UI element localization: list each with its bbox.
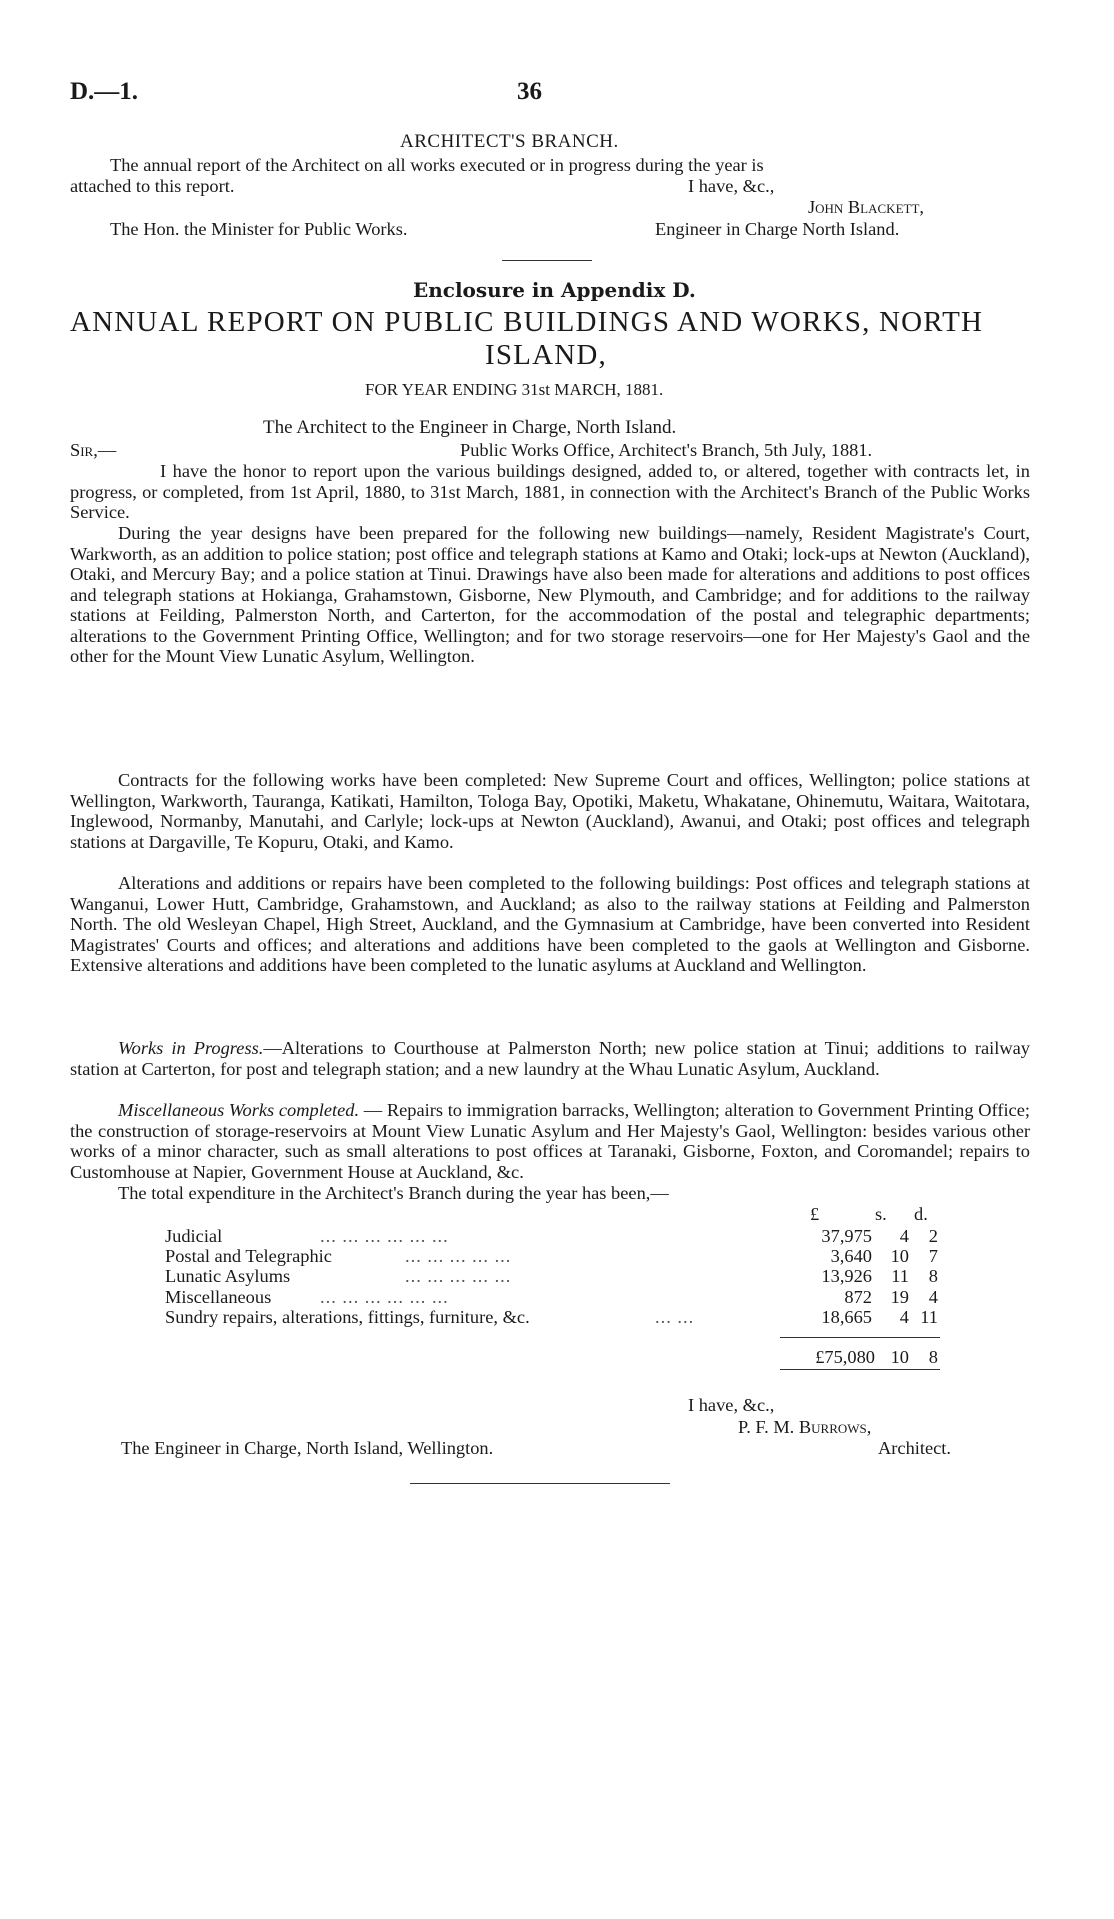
row-label: Postal and Telegraphic [165, 1246, 332, 1267]
row-shillings: 10 [890, 1246, 909, 1267]
miscellaneous-works-paragraph [70, 1100, 1030, 1182]
row-shillings: 11 [891, 1266, 909, 1287]
row-pounds: 18,665 [821, 1306, 872, 1327]
closing-signature-title: Architect. [878, 1438, 952, 1458]
letter-paragraph-2: During the year designs have been prepared for the following new buildings—namely, Resident Magistrate's Court, Warkworth, as an addition to police station; post office and telegraph stations at Kamo and Otaki; lock-ups at Newton (Auckland), Otaki, and Mercury Bay; and a police station at Tinui. Drawings have also been made for alterations and additions to post offices and telegraph stations at Hokianga, Grahamstown, Gisborne, New Plymouth, and Cambridge; and for additions to the railway stations at Feilding, Palmerston North, and Carterton, for the accommodation of the postal and telegraphic departments; alterations to the Government Printing Office, Wellington; and for two storage reservoirs—one for Her Majesty's Gaol and the other for the Mount View Lunatic Asylum, Wellington. [70, 523, 1030, 666]
total-rule [780, 1337, 940, 1338]
row-pence: 11 [920, 1306, 938, 1327]
row-pence: 7 [928, 1246, 938, 1267]
row-label: Judicial [165, 1226, 223, 1246]
row-leader-dots: ... ... ... ... ... [405, 1246, 512, 1267]
shillings-header: s. [875, 1204, 887, 1224]
architect-branch-line2-right: I have, &c., [688, 176, 775, 196]
enclosure-label: Enclosure in Appendix D. [413, 278, 696, 302]
row-pounds: 13,926 [821, 1266, 872, 1287]
total-underline [780, 1369, 940, 1370]
section-divider [502, 260, 592, 261]
report-title-line2: ISLAND, [485, 339, 607, 371]
closing-addressee: The Engineer in Charge, North Island, Wellington. [121, 1438, 494, 1458]
pence-header: d. [914, 1204, 928, 1224]
miscellaneous-works-text: — Repairs to immigration barracks, Wellington; alteration to Government Printing Office; the construction of storage-reservoirs at Mount View Lunatic Asylum and Her Majesty's Gaol, Wellington: besides various other works of a minor character, such as small alterations to post offices at Taranaki, Gisborne, Foxton, and Coromandel; repairs to Customhouse at Napier, Government House at Auckland, &c. [70, 1100, 1030, 1182]
total-expenditure-intro: The total expenditure in the Architect's Branch during the year has been,— [118, 1183, 669, 1203]
row-pounds: 872 [844, 1286, 872, 1307]
works-in-progress-paragraph [70, 1038, 1030, 1079]
row-label: Lunatic Asylums [165, 1266, 291, 1287]
letter-to-line: The Architect to the Engineer in Charge, North Island. [263, 417, 677, 438]
architect-branch-signature-title: Engineer in Charge North Island. [655, 219, 900, 239]
architect-branch-line1: The annual report of the Architect on all works executed or in progress during the year is [110, 155, 764, 175]
letter-paragraph-4: Alterations and additions or repairs have been completed to the following buildings: Post offices and telegraph stations at Wanganui, Lower Hutt, Cambridge, Grahamstown, and Auckland; as also to the railway stations at Feilding and Palmerston North. The old Wesleyan Chapel, High Street, Auckland, and the Gymnasium at Cambridge, have been converted into Resident Magistrates' Courts and offices; and alterations and additions have been completed to the gaols at Wellington and Gisborne. Extensive alterations and additions have been completed to the lunatic asylums at Auckland and Wellington. [70, 873, 1030, 975]
pounds-header: £ [810, 1204, 820, 1224]
end-divider [410, 1483, 670, 1484]
miscellaneous-works-label: Miscellaneous Works completed. [118, 1100, 360, 1120]
architect-branch-line2-left: attached to this report. [70, 176, 235, 196]
total-pounds: £75,080 [815, 1347, 875, 1367]
letter-salutation: Sir,— [70, 440, 117, 460]
row-shillings: 19 [890, 1286, 909, 1307]
architect-branch-signature-name: John Blackett, [808, 197, 924, 217]
closing-regards: I have, &c., [688, 1395, 775, 1415]
row-leader-dots: ... ... [655, 1306, 695, 1327]
page-number: 36 [517, 78, 542, 105]
report-title-line1: ANNUAL REPORT ON PUBLIC BUILDINGS AND WORKS, NORTH [70, 306, 984, 338]
row-pence: 8 [928, 1266, 938, 1287]
works-in-progress-label: Works in Progress. [118, 1038, 264, 1058]
letter-paragraph-3: Contracts for the following works have been completed: New Supreme Court and offices, Wellington; police stations at Wellington, Warkworth, Tauranga, Katikati, Hamilton, Tologa Bay, Opotiki, Maketu, Whakatane, Ohinemutu, Waitara, Waitotara, Inglewood, Normanby, Manutahi, and Carlyle; lock-ups at Newton (Auckland), Awanui, and Otaki; post offices and telegraph stations at Dargaville, Te Kopuru, Otaki, and Kamo. [70, 770, 1030, 852]
works-in-progress-text: —Alterations to Courthouse at Palmerston North; new police station at Tinui; additions to railway station at Carterton, for post and telegraph station; and a new laundry at the Whau Lunatic Asylum, Auckland. [70, 1038, 1030, 1079]
architect-branch-heading: ARCHITECT'S BRANCH. [400, 131, 619, 152]
letter-paragraph-1: I have the honor to report upon the various buildings designed, added to, or altered, together with contracts let, in progress, or completed, from 1st April, 1880, to 31st March, 1881, in connection with the Architect's Branch of the Public Works Service. [70, 461, 1030, 522]
architect-branch-addressee: The Hon. the Minister for Public Works. [110, 219, 408, 239]
total-pence: 8 [928, 1347, 938, 1367]
row-label: Sundry repairs, alterations, fittings, furniture, &c. [165, 1306, 530, 1327]
row-label: Miscellaneous [165, 1286, 272, 1307]
row-pounds: 3,640 [830, 1246, 872, 1267]
closing-signature-name: P. F. M. Burrows, [738, 1417, 872, 1437]
letter-date-line: Public Works Office, Architect's Branch, 5th July, 1881. [460, 440, 873, 460]
row-pounds: 37,975 [821, 1226, 872, 1246]
row-shillings: 4 [899, 1226, 909, 1246]
row-leader-dots: ... ... ... ... ... [405, 1266, 512, 1287]
total-shillings: 10 [890, 1347, 909, 1367]
row-shillings: 4 [899, 1306, 909, 1327]
row-leader-dots: ... ... ... ... ... ... [320, 1286, 449, 1307]
row-pence: 2 [928, 1226, 938, 1246]
report-subtitle: FOR YEAR ENDING 31st MARCH, 1881. [365, 380, 664, 399]
document-reference: D.—1. [70, 78, 139, 105]
row-pence: 4 [928, 1286, 938, 1307]
row-leader-dots: ... ... ... ... ... ... [320, 1226, 449, 1246]
